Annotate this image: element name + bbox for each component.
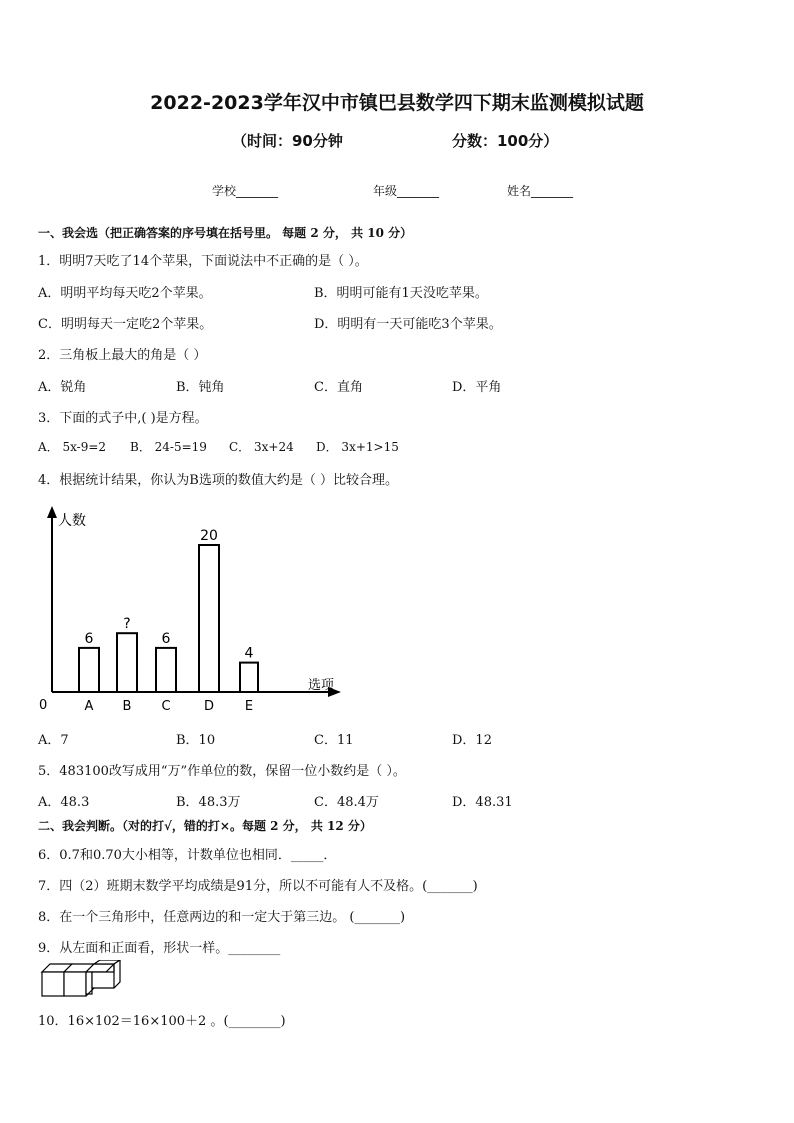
- school-field: 学校_______: [212, 184, 279, 198]
- q2-option-c: C．直角: [314, 380, 363, 395]
- q7-text: 7．四（2）班期末数学平均成绩是91分，所以不可能有人不及格。(_______): [38, 879, 478, 894]
- data-label-C: 6: [161, 630, 171, 647]
- q1-option-b: B．明明可能有1天没吃苹果。: [314, 286, 488, 301]
- q2-option-a: A．锐角: [38, 380, 87, 395]
- q5-text: 5．483100改写成用“万”作单位的数，保留一位小数约是（ ）。: [38, 764, 406, 779]
- bar-C: [156, 648, 176, 692]
- tick-label-C: C: [161, 699, 171, 714]
- q5-option-d: D．48.31: [452, 795, 513, 810]
- q3-option-b: B． 24-5=19: [130, 440, 207, 454]
- cube-figure: [40, 960, 126, 1000]
- tick-label-E: E: [244, 699, 254, 714]
- bar-B: [117, 633, 137, 692]
- tick-label-B: B: [122, 699, 132, 714]
- tick-label-A: A: [84, 699, 94, 714]
- exam-score: 分数：100分）: [452, 132, 559, 150]
- q9-text: 9．从左面和正面看，形状一样。________: [38, 941, 281, 956]
- q5-option-b: B．48.3万: [176, 795, 241, 810]
- q3-text: 3．下面的式子中,( )是方程。: [38, 411, 208, 426]
- q4-option-a: A．7: [38, 733, 69, 748]
- bar-E: [240, 663, 258, 692]
- y-axis-arrow: [47, 506, 57, 518]
- bar-A: [79, 648, 99, 692]
- q1-option-d: D．明明有一天可能吃3个苹果。: [314, 317, 502, 332]
- q2-option-d: D．平角: [452, 380, 502, 395]
- q2-option-b: B．钝角: [176, 380, 225, 395]
- data-label-B: ?: [123, 616, 131, 633]
- data-label-E: 4: [244, 645, 254, 662]
- section2-heading: 二、我会判断。（对的打√，错的打×。每题 2 分， 共 12 分）: [38, 819, 372, 833]
- q4-option-b: B．10: [176, 733, 216, 748]
- q2-text: 2．三角板上最大的角是（ ）: [38, 348, 207, 363]
- data-label-D: 20: [200, 528, 218, 544]
- q3-option-a: A． 5x-9=2: [38, 440, 107, 454]
- q4-option-d: D．12: [452, 733, 492, 748]
- exam-time: （时间：90分钟: [232, 132, 343, 150]
- q5-option-c: C．48.4万: [314, 795, 379, 810]
- q10-text: 10．16×102＝16×100＋2 。(________): [38, 1014, 286, 1029]
- q1-option-a: A．明明平均每天吃2个苹果。: [38, 286, 212, 301]
- q5-option-a: A．48.3: [38, 795, 90, 810]
- y-axis-label: 人数: [58, 513, 86, 529]
- q1-text: 1．明明7天吃了14个苹果，下面说法中不正确的是（ ）。: [38, 254, 368, 269]
- q3-option-d: D． 3x+1>15: [316, 440, 399, 454]
- q6-text: 6．0.7和0.70大小相等，计数单位也相同．_____．: [38, 848, 337, 863]
- q3-option-c: C． 3x+24: [229, 440, 294, 454]
- grade-field: 年级_______: [373, 184, 440, 198]
- q1-option-c: C．明明每天一定吃2个苹果。: [38, 317, 213, 332]
- x-axis-label: 选项: [308, 678, 335, 693]
- bar-D: [199, 545, 219, 692]
- data-label-A: 6: [84, 630, 94, 647]
- origin-label: 0: [39, 698, 48, 713]
- tick-label-D: D: [203, 699, 215, 714]
- q8-text: 8．在一个三角形中，任意两边的和一定大于第三边。 (_______): [38, 910, 406, 925]
- section1-heading: 一、我会选（把正确答案的序号填在括号里。 每题 2 分， 共 10 分）: [38, 226, 413, 240]
- name-field: 姓名_______: [507, 184, 574, 198]
- page-title: 2022-2023学年汉中市镇巴县数学四下期末监测模拟试题: [150, 92, 644, 114]
- bar-chart: [0, 500, 794, 720]
- q4-text: 4．根据统计结果，你认为B选项的数值大约是（ ）比较合理。: [38, 473, 398, 488]
- q4-option-c: C．11: [314, 733, 354, 748]
